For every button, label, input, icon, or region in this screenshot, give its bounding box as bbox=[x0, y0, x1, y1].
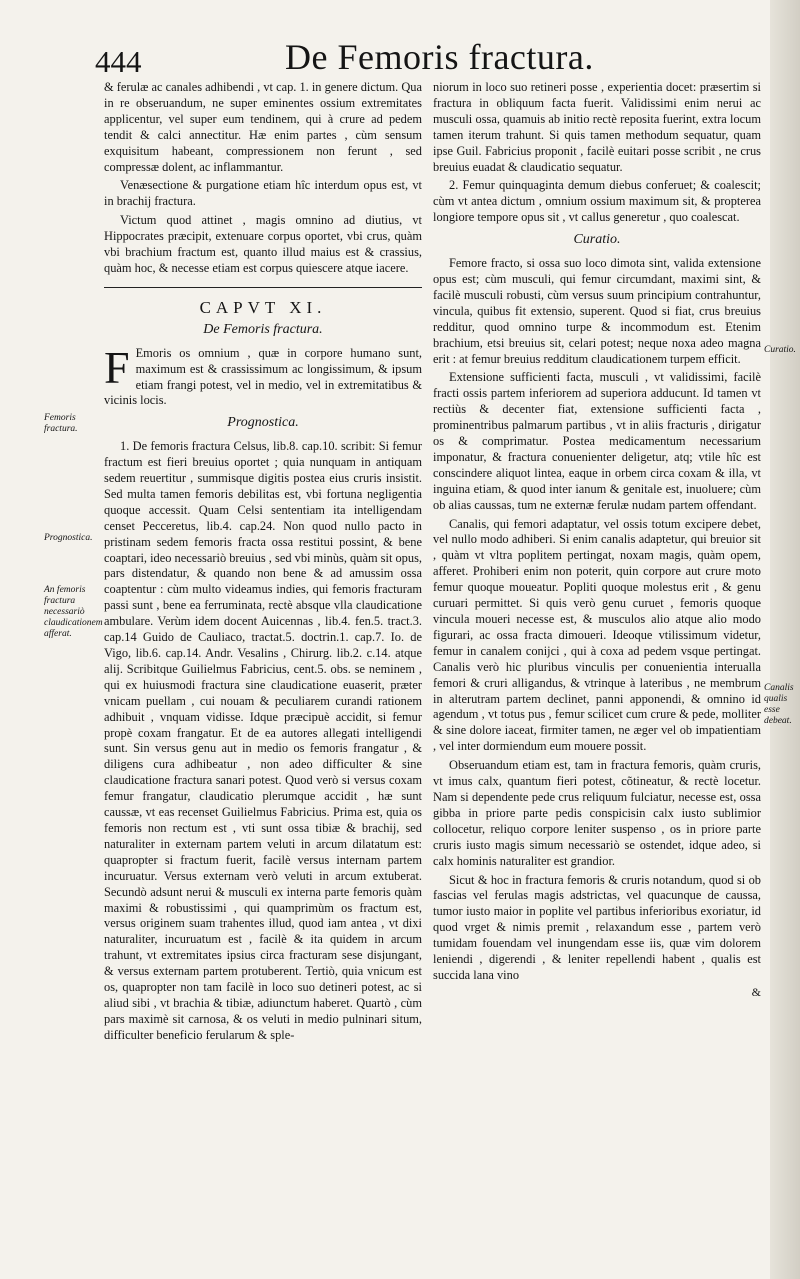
paragraph: Victum quod attinet , magis omnino ad diutius, vt Hippocrates præcipit, extenuare corpus oportet, vbi crus, quàm vbi brachium fractum est, quanto illud maius est & crassius, quàm hoc, & necesse etiam est corpus quiescere atque iacere. bbox=[104, 213, 422, 275]
section-heading-curatio: Curatio. bbox=[573, 232, 621, 248]
margin-note-prognostica: Prognostica. bbox=[44, 533, 93, 543]
left-column bbox=[104, 80, 422, 1047]
paragraph: Sicut & hoc in fractura femoris & cruris notandum, quod si ob fascias vel ferulas magis adstrictas, vel quacunque de caussa, tumor iusto maior in poplite vel partibus inferioribus exoriatur, id quod vrget & nimis premit , relaxandum esse , partem verò tumidam fouendam vel inungendam esse iis, quæ vim dolorem leniendi , digerendi , & leniter repellendi habent , qualis est succida lana vino bbox=[433, 872, 761, 982]
right-column bbox=[433, 80, 761, 1001]
opening-text: Emoris os omnium , quæ in corpore humano sunt, maximum est & crassissimum ac longissimum, & ipsum etiam frangi potest, vel in medio, vel in extremitatibus & vicinis locis. bbox=[104, 345, 422, 408]
section-rule bbox=[104, 287, 422, 288]
section-heading-prognostica: Prognostica. bbox=[227, 415, 299, 431]
chapter-title: De Femoris fractura. bbox=[203, 321, 323, 337]
running-title: De Femoris fractura. bbox=[285, 37, 594, 77]
paragraph: Canalis, qui femori adaptatur, vel ossis totum excipere debet, vel nullo modo adhiberi. Si enim canalis adaptetur, qui breuior sit , quàm vt vltra poplitem pertingat, noxam magis, quàm opem, afferet. Prohiberi enim non poterit, quin corpore aut crure moto femur quoque moueatur. Popliti quoque molestus erit , & genu curuari permittet. Si quis verò genu curuet , femoris quoque vincula moueri necesse est, & musculos alio atque alio modo figurari, ac ossa fracta dimoueri. Ideoque vtilissimum videtur, femur in canalem conijci , qui à coxa ad pedem vsque pertingat. Canalis verò hic pluribus vinculis per conuenientia interualla femori & cruri alligandus, & vtrinque à lateribus , ne membrum in alterutram partem declinet, panni apponendi, & omnino id agendum , vt totus pus , femur scilicet cum crure & pede, molliter & sine dolore iaceat, firmiter tamen, ne æger vel ob impatientiam , vel inter dormiendum eum mouere possit. bbox=[433, 516, 761, 754]
opening-paragraph bbox=[104, 341, 422, 410]
catchword: & bbox=[751, 984, 761, 999]
paragraph: 2. Femur quinquaginta demum diebus conferuet; & coalescit; cùm vt antea dictum , omnium ossium maximum sit, & propterea longiore tempore opus sit , vt callus generetur , quo coalescat. bbox=[433, 178, 761, 225]
paragraph: & ferulæ ac canales adhibendi , vt cap. 1. in genere dictum. Qua in re obseruandum, ne super eminentes ossium extremitates applicentur, vel super eum tendinem, qui à crure ad pedem tendit & calci annectitur. Hæ enim partes , cùm sensum exquisitum habeant, compressionem non ferunt , sed compressæ dolent, ac inflammantur. bbox=[104, 80, 422, 174]
paragraph: niorum in loco suo retineri posse , experientia docet: præsertim si fractura in obliquum facta fuerit. Validissimi enim nerui ac musculi ossa, quamuis ab initio rectè reposita fuerint, extra locum tamen iterum trahunt. Si quis tamen methodum sequatur, quam ipse Guil. Fabricius proponit , facilè euitari posse scribit , ne crus breuius euadat & claudicatio sequatur. bbox=[433, 80, 761, 174]
paragraph: Femore fracto, si ossa suo loco dimota sint, valida extensione opus est; cùm musculi, qui femur circumdant, maximi sint, & facilè musculi robusti, cùm versus suum principium contrahuntur, vincula, quibus fit extensio, superent. Quod si fiat, crus breuius redditur, quod omnino turpe & incommodum est. Etenim brachium, etsi breuius sit, celari potest; neque noxa adeo magna erit : at femur breuius redditum claudicationem turpem efficit. bbox=[433, 256, 761, 366]
margin-note-canalis: Canalis qualis esse debeat. bbox=[764, 683, 794, 726]
running-head bbox=[95, 36, 795, 82]
paragraph: 1. De femoris fractura Celsus, lib.8. cap.10. scribit: Si femur fractum est fieri breuius oportet ; quia nunquam in antiquam sedem reuertitur , summisque digitis postea eius cruris insistit. Sed multa tamen femoris debilitas est, vbi fortuna negligentia quoque accessit. Quam Celsi sententiam ita intelligendam censet Pecceretus, lib.4. cap.24. Non quod nullo pacto in pristinam sedem femoris fracta ossa restitui possint, & bene coaptari, ideo necessariò breuius , sed vbi minùs, quàm sit opus, pars distendatur, & quando non bene & ad amussim ossa coaptentur : cùm multo videamus indies, qui femoris fracturam passi sunt , bene ea ferruminata, rectè absque vlla claudicatione ambulare. Verùm idem docent Auicennas , lib.4. fen.5. tract.3. cap.14 Guido de Cauliaco, tractat.5. doctrin.1. cap.7. Io. de Vigo, lib.6. cap.14. Andr. Vesalins , Chirurg. lib.2. c.14. atque alij. Scribitque Guilielmus Fabricius, cent.5. obs. se neminem , qui ex huiusmodi fractura sine claudicatione euaserit, præter vnicam puellam , cui nouam & peculiarem curandi rationem adhibuit , vnquam vidisse. Idque præcipuè accidit, si femur propè coxam frangatur. Et de ea autores allegati intelligendi sunt. Sin versus genu aut in medio os femoris frangatur , & diligens cura adhibeatur , non adeo difficulter & sine claudicatione fractura sanari potest. Quod verò si versus coxam femur frangatur, claudicatio plerumque accidit , hæ sunt caussæ, vt eas recenset Guilielmus Fabricius. Prima est, quia os femoris non rectum est , vti sunt ossa tibiæ & brachij, sed naturaliter in externam partem veluti in arcum dilatatum est: quapropter si fractum fuerit, facilè versus internam partem incuruatur. Versus externam verò veluti in arcum extuberat. Secundò adsunt nerui & musculi ex interna parte femoris quàm maximi & robustissimi , qui quamprimùm os fractum est, versus originem suam trahentes illud, quod iam antea , vt dixi naturaliter, incuruatum est , facilè & ita quidem in arcum trahunt, vt extremitates ipsius circa fracturam sese disjungant, & versus externam partem protuberent. Tertiò, quia vnicum est os, quapropter non tam facilè in loco suo detineri potest, ac si aliud sibi , vt brachia & tibiæ, adiunctum haberet. Quartò , cùm pars maximè sit carnosa, & os veluti in medio pulninari situm, difficulter beneficio ferularum & sple- bbox=[104, 439, 422, 1042]
margin-note-claudicatio: An femoris fractura necessariò claudicationem afferat. bbox=[44, 585, 103, 639]
paragraph: Venæsectione & purgatione etiam hîc interdum opus est, vt in brachij fractura. bbox=[104, 178, 422, 209]
chapter-heading: CAPVT XI. bbox=[199, 297, 327, 317]
drop-cap: F bbox=[104, 341, 130, 393]
page-number: 444 bbox=[95, 44, 142, 79]
adjacent-page-edge bbox=[770, 0, 800, 1279]
margin-note-curatio: Curatio. bbox=[764, 345, 796, 355]
paragraph: Extensione sufficienti facta, musculi , vt validissimi, facilè fracti ossis partem inferiorem ad superiora adducunt. Id tamen vt rectiùs & decenter fiat, extensione sufficienti facta , prominentribus palmarum partibus , vt in aliis fracturis , dirigatur os & comprimatur. Postea medicamentum necessarium imponatur, & fractura conuenienter deligetur, atq; vtile hîc est conscindere aliquot lintea, eaque in orbem circa coxam & illa, vt inguina etiam, & quod inter ianum & genitale est, inuoluere; cùm ob alias caussas, tum ne externæ ferulæ nudam partem offendant. bbox=[433, 370, 761, 512]
paragraph: Obseruandum etiam est, tam in fractura femoris, quàm cruris, vt imus calx, quantum fieri potest, cõtineatur, & rectè locetur. Nam si dependente pede crus reliquum fulciatur, necesse est, ossa gibba in priore parte pedis conspicisin calx iusto sublimior collocetur, reliquo corpore leniter suspenso , os in priore parte cruris iusto magis simum necessariò se ostendet, idque adeo, si calx hominis naturaliter est grandior. bbox=[433, 758, 761, 868]
margin-note-femoris-fractura: Femoris fractura. bbox=[44, 413, 78, 434]
